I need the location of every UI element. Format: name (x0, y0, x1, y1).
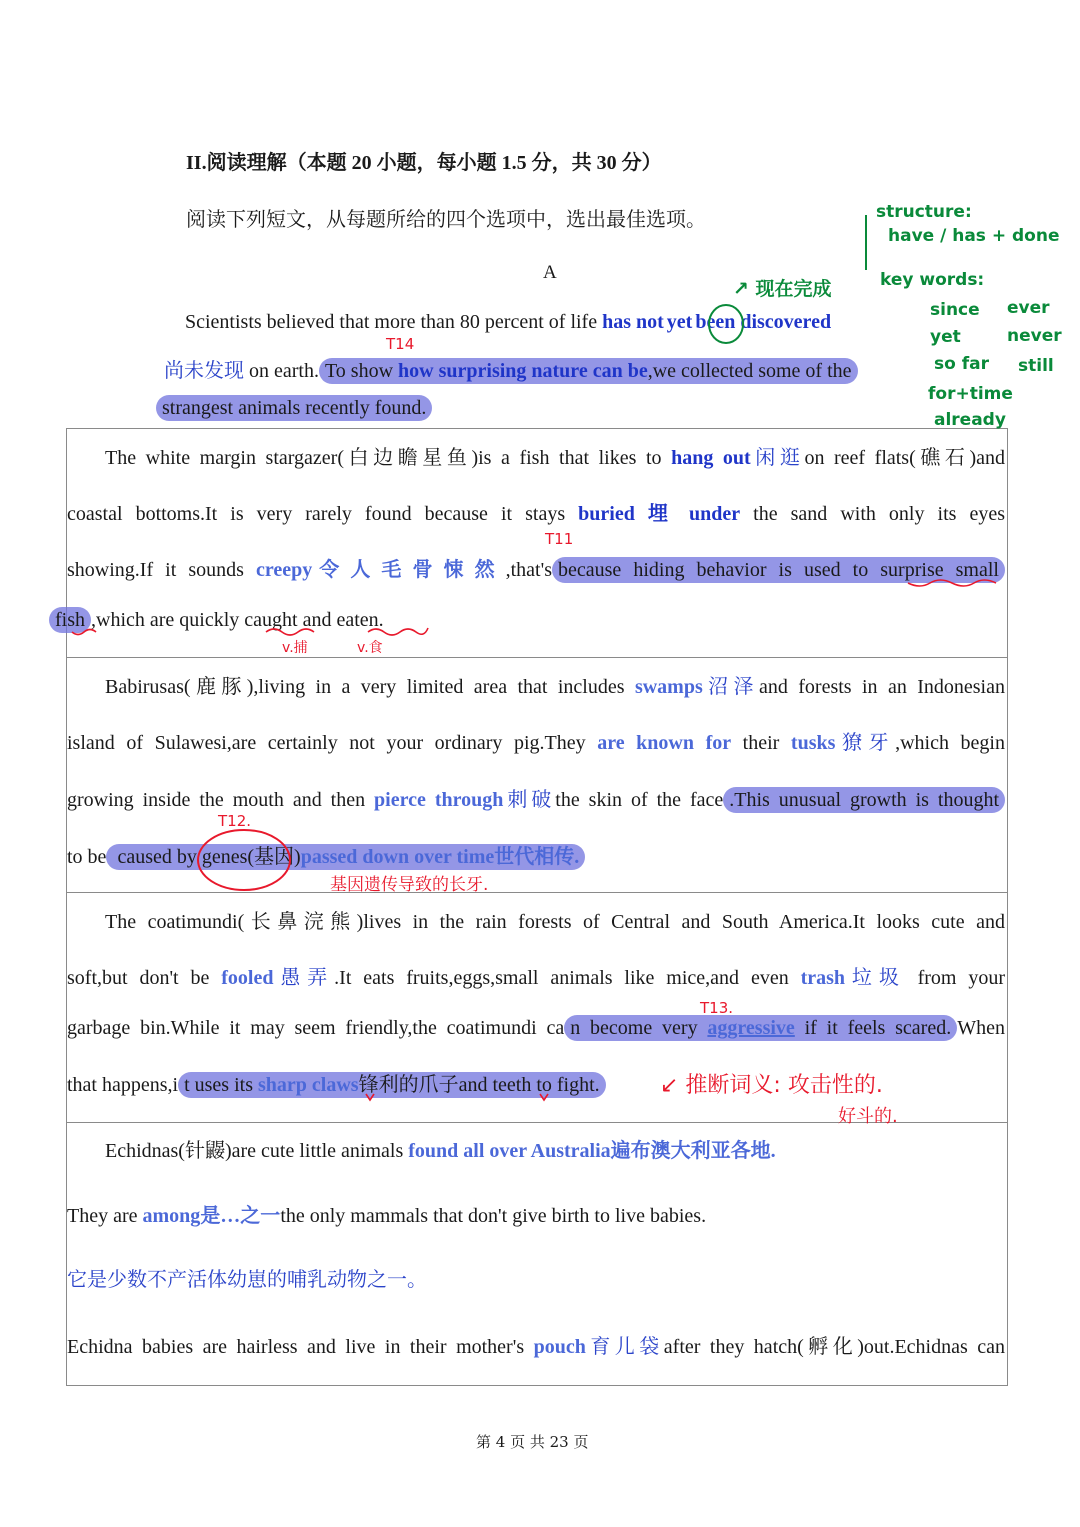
coatimundi-line-2: soft,but don't be fooled愚弄.It eats fruits,eggs,small animals like mice,and even trash垃圾 from your (67, 967, 1006, 989)
green-word: so far (934, 354, 989, 374)
stargazer-line-4: fish ,which are quickly caught and eaten. (67, 609, 1005, 632)
intro-line-2: 尚未发现 on earth. To show how surprising nature can be,we collected some of the (164, 354, 858, 383)
red-note-t12: T12. (218, 812, 252, 830)
red-wavy-underline (72, 630, 96, 635)
section-title: II.阅读理解（本题 20 小题，每小题 1.5 分，共 30 分） (186, 152, 662, 174)
stargazer-line-1: The white margin stargazer(白边瞻星鱼)is a fish that likes to hang out闲逛on reef flats(礁石)and (105, 447, 1006, 469)
red-note-genes: 基因遗传导致的长牙. (330, 875, 489, 895)
red-note-infer: ↙ 推断词义: 攻击性的. (660, 1073, 883, 1098)
passage-letter: A (543, 262, 557, 283)
green-word: yet (930, 327, 961, 347)
red-note-eaten: v.食 (357, 640, 383, 656)
coatimundi-line-1: The coatimundi(长鼻浣熊)lives in the rain forests of Central and South America.It looks cute and (105, 911, 1005, 933)
green-circle-mark (709, 305, 743, 343)
green-word: ever (1007, 298, 1050, 318)
stargazer-line-3: showing.If it sounds creepy令人毛骨悚然,that's because hiding behavior is used to surprise small (67, 553, 1005, 582)
red-wavy-underline (908, 580, 996, 586)
babirusa-line-2: island of Sulawesi,are certainly not your ordinary pig.They are known for their tusks獠牙,which begin (67, 732, 1005, 754)
coatimundi-line-3: garbage bin.While it may seem friendly,the coatimundi ca n become very aggressive if it feels scared. When (67, 1017, 1005, 1039)
green-word: since (930, 300, 980, 320)
green-word: still (1018, 356, 1054, 376)
red-wavy-underline (368, 628, 428, 635)
stargazer-line-2: coastal bottoms.It is very rarely found because it stays buried 埋 under the sand with only its eyes (67, 503, 1006, 525)
green-note-tense: ↗ 现在完成 (733, 278, 832, 300)
babirusa-line-3: growing inside the mouth and then pierce through刺破the skin of the face .This unusual growth is thought (67, 783, 1005, 812)
green-word: never (1007, 326, 1062, 346)
green-note-key: key words: (880, 270, 985, 290)
red-note-infer-2: 好斗的. (838, 1106, 898, 1127)
page-footer: 第 4 页 共 23 页 (476, 1433, 589, 1451)
red-note-t14: T14 (386, 335, 415, 353)
babirusa-line-4: to be caused by genes(基因)passed down over time世代相传. (67, 840, 1005, 869)
intro-line-1: Scientists believed that more than 80 percent of life has not yet been discovered (185, 311, 832, 333)
echidna-line-1: Echidnas(针鼹)are cute little animals found all over Australia遍布澳大利亚各地. (105, 1140, 776, 1162)
red-note-t11: T11 (545, 530, 574, 548)
red-circle-mark (198, 830, 290, 890)
red-note-t13: T13. (700, 999, 734, 1017)
red-note-caught: v.捕 (282, 640, 308, 656)
green-word: for+time (928, 384, 1013, 404)
green-word: already (934, 410, 1006, 430)
red-wavy-underline (266, 629, 314, 635)
green-note-structure: structure: (876, 202, 972, 222)
red-tick-mark (366, 1094, 374, 1100)
echidna-translation: 它是少数不产活体幼崽的哺乳动物之一。 (67, 1269, 427, 1291)
intro-line-3: strangest animals recently found. (156, 397, 432, 420)
green-note-formula: have / has + done (888, 226, 1060, 246)
babirusa-line-1: Babirusas(鹿豚),living in a very limited area that includes swamps沼泽and forests in an Indonesian (105, 676, 1005, 698)
red-tick-mark (540, 1094, 548, 1100)
echidna-line-2: They are among是…之一the only mammals that don't give birth to live babies. (67, 1205, 707, 1227)
coatimundi-line-4: that happens,i t uses its sharp claws锋利的爪子and teeth to fight. (67, 1068, 1005, 1097)
instruction: 阅读下列短文，从每题所给的四个选项中，选出最佳选项。 (186, 209, 706, 231)
echidna-line-4: Echidna babies are hairless and live in their mother's pouch育儿袋after they hatch(孵化)out.Echidnas can (67, 1336, 1005, 1358)
